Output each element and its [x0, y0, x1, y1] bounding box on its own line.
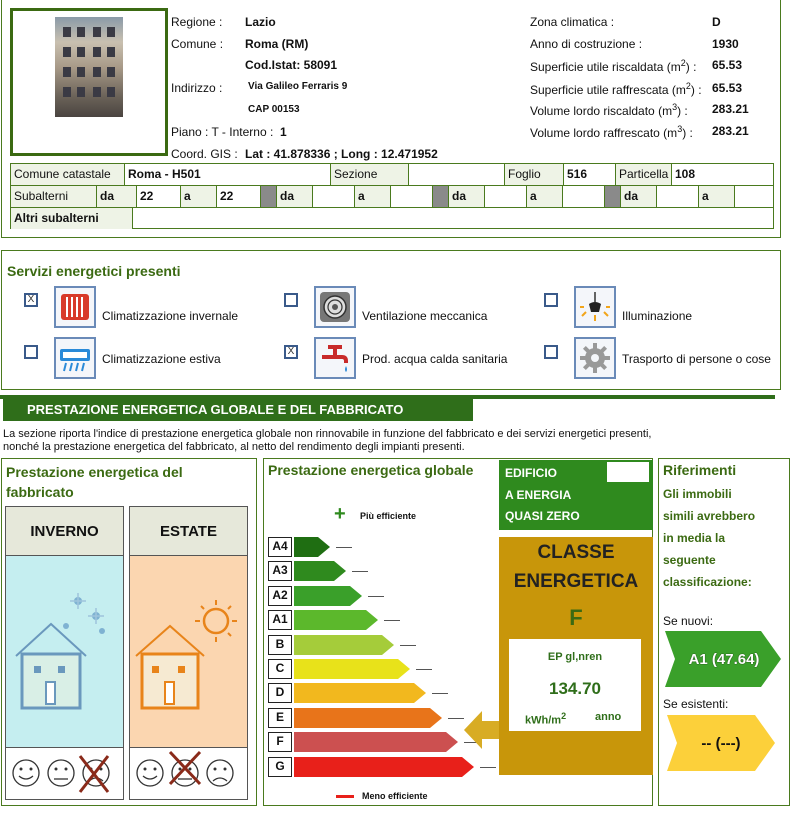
riferimenti-title: Riferimenti [663, 462, 737, 478]
class-tick-g [480, 767, 496, 768]
foglio-value: 516 [564, 164, 616, 185]
globale-title: Prestazione energetica globale [268, 462, 474, 478]
label-trasporto: Trasporto di persone o cose [622, 352, 771, 366]
services-title: Servizi energetici presenti [7, 263, 181, 279]
class-tick-b [400, 645, 416, 646]
class-label-e: E [268, 708, 292, 728]
vlraf-value: 283.21 [712, 124, 749, 138]
altri-subalterni-value [133, 208, 773, 229]
building-photo [55, 17, 123, 117]
class-bar-a1 [294, 610, 378, 630]
class-bar-a4 [294, 537, 330, 557]
sur-value: 65.53 [712, 58, 743, 72]
cadastral-row [11, 164, 773, 186]
comune-catastale-value: Roma - H501 [125, 164, 331, 185]
class-tick-c [416, 669, 432, 670]
plus-icon: + [334, 503, 346, 525]
suraf-label: Superficie utile raffrescata $(m^2)$ : [530, 81, 702, 97]
indirizzo-label: Indirizzo : [171, 81, 223, 95]
radiator-icon [54, 286, 96, 328]
class-label-d: D [268, 683, 292, 703]
riferimenti-panel [658, 458, 790, 806]
class-label-f: F [268, 732, 292, 752]
class-tick-a4 [336, 547, 352, 548]
class-label-a2: A2 [268, 586, 292, 606]
winter-heading: INVERNO [6, 507, 123, 556]
sub-to-value: 22 [217, 186, 261, 207]
sub-a-label: a [181, 186, 217, 207]
anno-value: 1930 [712, 37, 739, 51]
services-section [1, 250, 781, 390]
label-climatizzazione-invernale: Climatizzazione invernale [102, 309, 239, 323]
fabbricato-title: Prestazione energetica del fabbricato [6, 464, 183, 500]
label-illuminazione: Illuminazione [622, 309, 693, 323]
subalterni-label: Subalterni [11, 186, 97, 207]
fan-icon [314, 286, 356, 328]
ep-label: EP gl,nren [547, 651, 603, 663]
se-esistenti-label: Se esistenti: [663, 697, 729, 711]
ep-box [509, 639, 641, 731]
sub-from-value: 22 [137, 186, 181, 207]
building-photo-frame [10, 8, 168, 156]
ep-unit: kWh/$m^2$ [525, 711, 567, 727]
piano-label: Piano : T - Interno : [171, 125, 274, 139]
comune-catastale-label: Comune catastale [11, 164, 125, 185]
vlr-value: 283.21 [712, 102, 749, 116]
sur-label: Superficie utile riscaldata $(m^2)$ : [530, 58, 697, 74]
zona-value: D [712, 15, 721, 29]
vlr-label: Volume lordo riscaldato $(m^3)$ : [530, 102, 688, 118]
piu-efficiente-label: Più efficiente [360, 511, 417, 521]
sezione-label: Sezione [331, 164, 409, 185]
summer-heading: ESTATE [130, 507, 247, 556]
class-tick-a1 [384, 620, 400, 621]
nuovi-class-value: A1 (47.64) [688, 651, 760, 668]
comune-label: Comune : [171, 37, 224, 51]
interno-value: 1 [280, 125, 287, 139]
regione-label: Regione : [171, 15, 223, 29]
class-bar-g [294, 757, 474, 777]
ep-value: 134.70 [549, 679, 601, 698]
regione-value: Lazio [245, 15, 276, 29]
coord-label: Coord. GIS : [171, 147, 238, 161]
gear-icon [574, 337, 616, 379]
nzeb-box: EDIFICIO A ENERGIA QUASI ZERO [499, 460, 653, 530]
esistenti-class-value: -- (---) [701, 735, 741, 752]
checkbox-ventilazione-meccanica[interactable] [284, 293, 298, 307]
riferimenti-text: Gli immobili simili avrebbero in media la seguente classificazione: [663, 487, 756, 589]
altri-subalterni-label: Altri subalterni [11, 208, 133, 229]
banner-title: PRESTAZIONE ENERGETICA GLOBALE E DEL FABBRICATO [3, 399, 473, 421]
foglio-label: Foglio [505, 164, 564, 185]
energy-class-box [499, 537, 653, 775]
class-tick-a3 [352, 571, 368, 572]
sezione-value [409, 164, 505, 185]
class-label-a3: A3 [268, 561, 292, 581]
class-bar-c [294, 659, 410, 679]
class-bar-a2 [294, 586, 362, 606]
checkbox-climatizzazione-estiva[interactable] [24, 345, 38, 359]
cooling-icon [54, 337, 96, 379]
winter-rating [6, 747, 123, 799]
label-acqua-calda: Prod. acqua calda sanitaria [362, 352, 508, 366]
fabbricato-panel [1, 458, 257, 806]
comune-value: Roma (RM) [245, 37, 309, 51]
class-bar-f [294, 732, 458, 752]
summer-column [129, 506, 248, 800]
class-bar-d [294, 683, 426, 703]
zona-label: Zona climatica : [530, 15, 615, 29]
checkbox-trasporto[interactable] [544, 345, 558, 359]
checkbox-climatizzazione-invernale[interactable]: X [24, 293, 38, 307]
classe-label: CLASSE [537, 542, 615, 563]
summer-rating [130, 747, 247, 799]
winter-column [5, 506, 124, 800]
energetica-label: ENERGETICA [513, 571, 639, 592]
class-bar-b [294, 635, 394, 655]
cadastral-table [10, 163, 774, 229]
se-nuovi-label: Se nuovi: [663, 614, 714, 628]
codistat-value: Cod.Istat: 58091 [245, 58, 338, 72]
minus-icon [336, 795, 354, 798]
class-label-a1: A1 [268, 610, 292, 630]
particella-label: Particella [616, 164, 672, 185]
particella-value: 108 [675, 167, 696, 181]
label-ventilazione-meccanica: Ventilazione meccanica [362, 309, 488, 323]
checkbox-acqua-calda[interactable]: X [284, 345, 298, 359]
building-info-section [1, 0, 781, 238]
indirizzo-value: Via Galileo Ferraris 9 [248, 81, 348, 92]
meno-efficiente-label: Meno efficiente [362, 791, 428, 801]
class-bar-e [294, 708, 442, 728]
energy-class-value: F [569, 605, 583, 630]
summer-illustration [130, 556, 247, 748]
energy-class-scale [264, 459, 499, 807]
class-label-c: C [268, 659, 292, 679]
altri-subalterni-row [11, 208, 773, 230]
ep-unit-year: anno [595, 711, 622, 723]
sub-da-label: da [97, 186, 137, 207]
winter-illustration [6, 556, 123, 748]
class-bar-a3 [294, 561, 346, 581]
class-label-g: G [268, 757, 292, 777]
class-pointer-arrow [464, 707, 504, 753]
cap-value: CAP 00153 [248, 104, 300, 115]
label-climatizzazione-estiva: Climatizzazione estiva [102, 352, 221, 366]
banner-description: La sezione riporta l'indice di prestazione energetica globale non rinnovabile in funzione del fabbricato e dei servizi energetici presenti, nonché la prestazione energetica del fabbricato, al netto del rendimento degli impianti presenti. [3, 428, 652, 453]
lightbulb-icon [574, 286, 616, 328]
checkbox-illuminazione[interactable] [544, 293, 558, 307]
class-tick-a2 [368, 596, 384, 597]
class-tick-e [448, 718, 464, 719]
suraf-value: 65.53 [712, 81, 743, 95]
anno-label: Anno di costruzione : [530, 37, 643, 51]
subalterni-row: Subalterni da 22 a 22 da a da a da a [11, 186, 773, 208]
vlraf-label: Volume lordo raffrescato $(m^3)$ : [530, 124, 693, 140]
sun-icon [195, 600, 237, 642]
globale-panel [263, 458, 653, 806]
class-label-a4: A4 [268, 537, 292, 557]
coord-value: Lat : 41.878336 ; Long : 12.471952 [245, 147, 438, 161]
class-tick-d [432, 693, 448, 694]
faucet-icon [314, 337, 356, 379]
class-label-b: B [268, 635, 292, 655]
